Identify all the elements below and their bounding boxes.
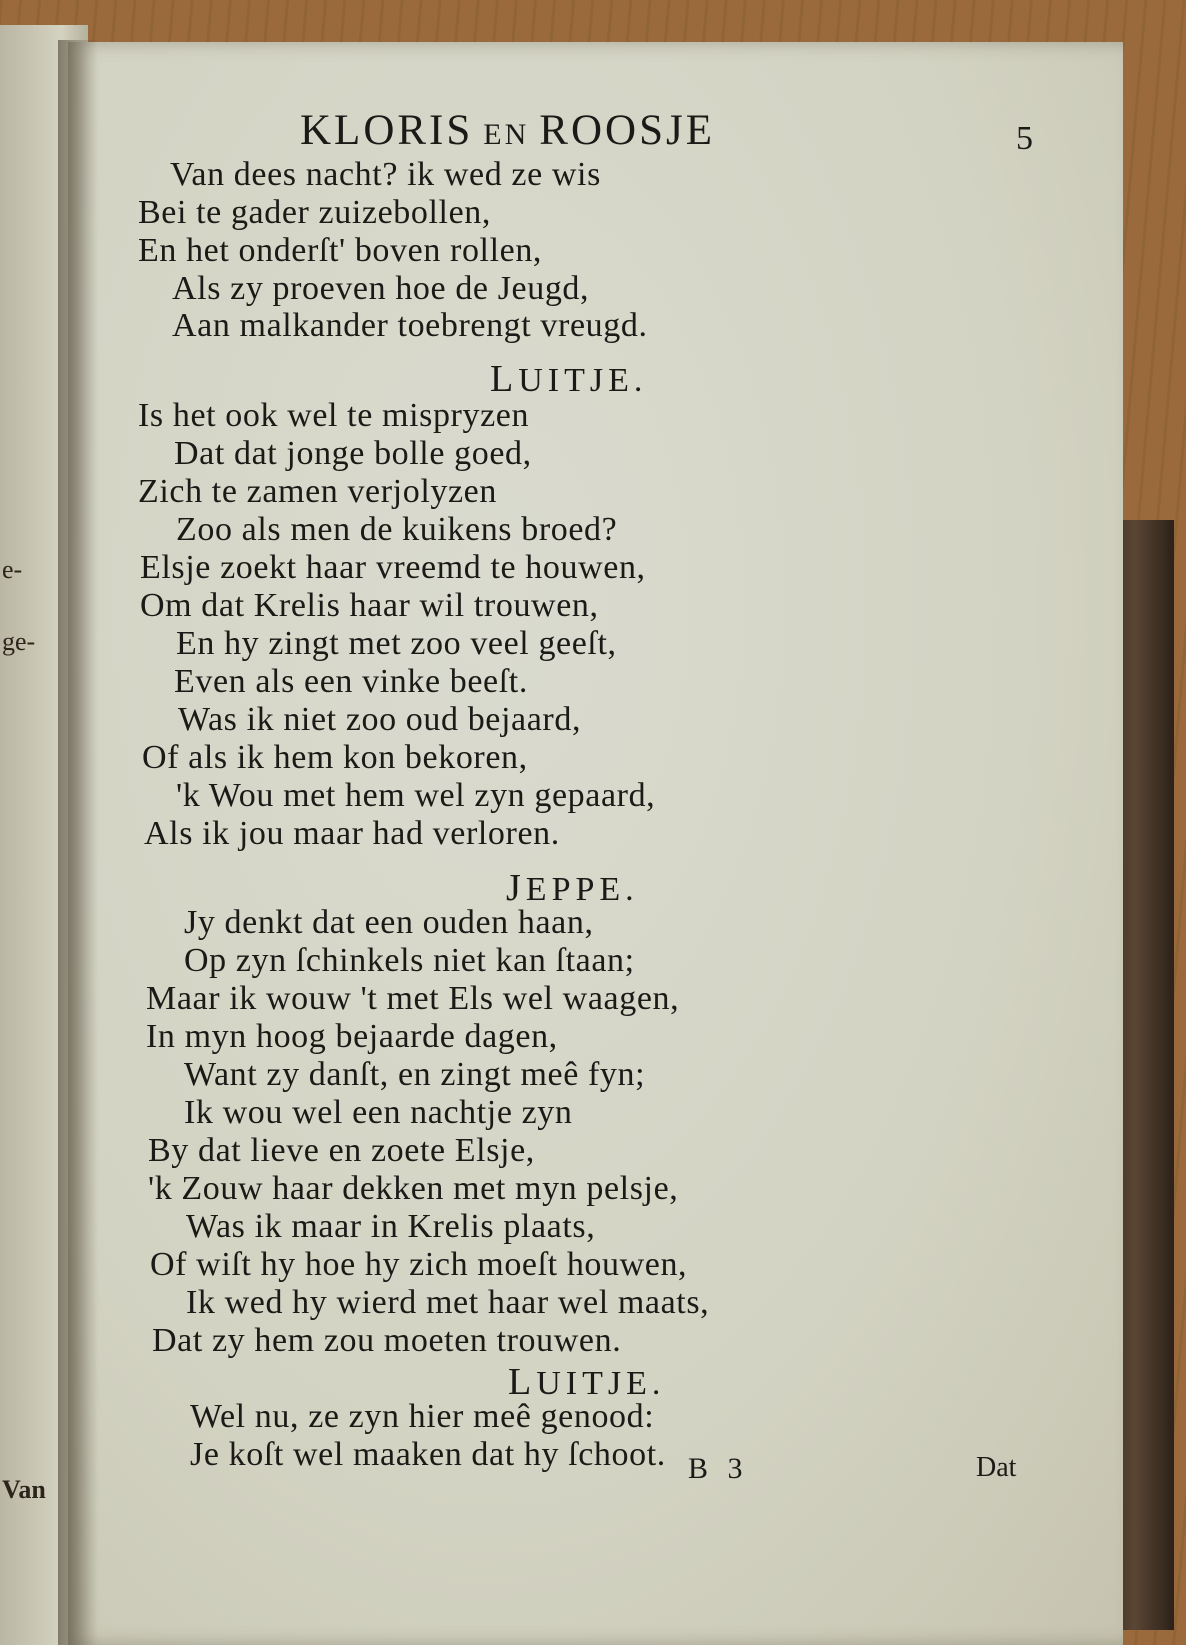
poem-line: Was ik niet zoo oud bejaard, [178,701,582,738]
poem-line: En hy zingt met zoo veel geeſt, [176,625,617,662]
running-head-title-part2: ROOSJE [539,107,715,154]
running-head-conjunction: EN [483,118,530,151]
poem-line: Jy denkt dat een ouden haan, [184,904,594,941]
poem-line: By dat lieve en zoete Elsje, [148,1132,535,1169]
poem-line: Van dees nacht? ik wed ze wis [170,156,601,193]
poem-line: In myn hoog bejaarde dagen, [146,1018,558,1055]
poem-line: Was ik maar in Krelis plaats, [186,1208,596,1245]
poem-line: Ik wed hy wierd met haar wel maats, [186,1284,710,1321]
facing-page-fragment: ge- [2,627,36,656]
book-page [68,42,1123,1645]
poem-line: Zoo als men de kuikens broed? [176,511,618,548]
poem-line: Zich te zamen verjolyzen [138,473,497,510]
facing-page-fragment: e- [2,555,23,584]
page-gutter-shadow [58,40,98,1645]
poem-line: 'k Zouw haar dekken met myn pelsje, [148,1170,679,1207]
poem-line: Op zyn ſchinkels niet kan ſtaan; [184,942,635,979]
facing-page-catchword: Van [2,1475,46,1504]
poem-line: Is het ook wel te mispryzen [138,397,530,434]
catchword: Dat [976,1452,1017,1483]
poem-line: Maar ik wouw 't met Els wel waagen, [146,980,680,1017]
running-head [300,106,715,155]
poem-line: Bei te gader zuizebollen, [138,194,491,231]
poem-line: Ik wou wel een nachtje zyn [184,1094,573,1131]
poem-line: Dat zy hem zou moeten trouwen. [152,1322,622,1359]
poem-line: Of als ik hem kon bekoren, [142,739,528,776]
running-head-title-part1: KLORIS [300,107,474,154]
poem-line: Even als een vinke beeſt. [174,663,528,700]
poem-line: Je koſt wel maaken dat hy ſchoot. [190,1436,666,1473]
poem-line: En het onderſt' boven rollen, [138,232,543,269]
poem-line: Als ik jou maar had verloren. [144,815,560,852]
poem-line: Want zy danſt, en zingt meê fyn; [184,1056,646,1093]
poem-line: Aan malkander toebrengt vreugd. [172,307,648,344]
poem-line: 'k Wou met hem wel zyn gepaard, [176,777,656,814]
poem-line: Als zy proeven hoe de Jeugd, [172,270,590,307]
signature-mark: B 3 [688,1452,749,1485]
poem-line: Wel nu, ze zyn hier meê genood: [190,1398,655,1435]
poem-line: Elsje zoekt haar vreemd te houwen, [140,549,646,586]
poem-line: Of wiſt hy hoe hy zich moeſt houwen, [150,1246,688,1283]
speaker-name: LUITJE. [508,1361,666,1403]
speaker-name: JEPPE. [506,867,639,909]
page-number: 5 [1016,120,1033,157]
poem-line: Om dat Krelis haar wil trouwen, [140,587,599,624]
poem-line: Dat dat jonge bolle goed, [174,435,532,472]
speaker-name: LUITJE. [490,358,648,400]
